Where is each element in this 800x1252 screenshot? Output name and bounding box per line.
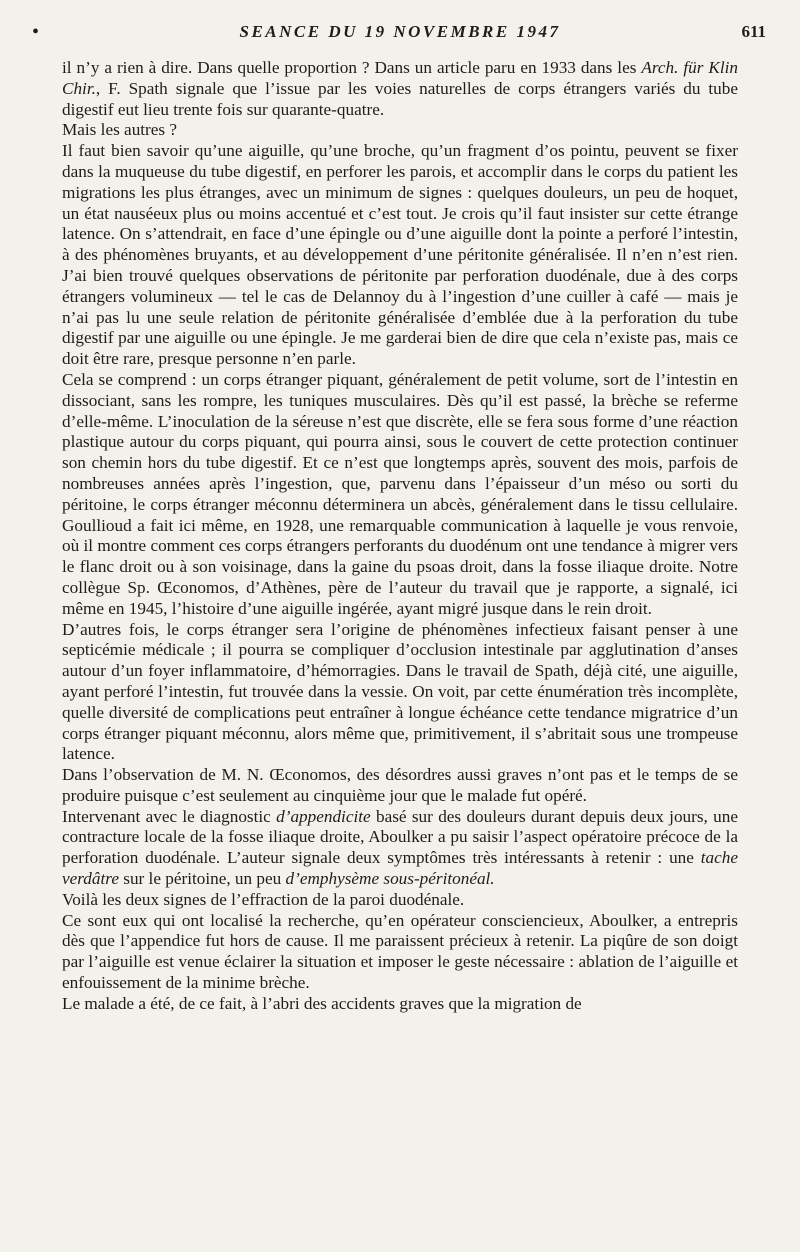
paragraph-10: Le malade a été, de ce fait, à l’abri des accidents graves que la migration de bbox=[62, 993, 582, 1013]
paragraph-8: Voilà les deux signes de l’effraction de la paroi duodénale. bbox=[62, 889, 465, 909]
paragraph-1 bbox=[62, 58, 738, 120]
paragraph-6: Dans l’observation de M. N. Œconomos, des désordres aussi graves n’ont pas et le temps de se produire puisque c’est seulement au cinquième jour que le malade fut opéré. bbox=[62, 765, 738, 805]
paragraph-2: Mais les autres ? bbox=[62, 120, 178, 140]
paragraph-7-text-a: Intervenant avec le diagnostic bbox=[62, 806, 277, 826]
paragraph-3: Il faut bien savoir qu’une aiguille, qu’une broche, qu’un fragment d’os pointu, peuvent se fixer dans la muqueuse du tube digestif, en perforer les parois, et accomplir dans le corps du patient les migrations les plus étranges, avec un minimum de signes : quelques douleurs, un peu de hoquet, un état nauséeux plus ou moins accentué et c’est tout. Je crois qu’il faut insister sur cette étrange latence. On s’attendrait, en face d’une épingle ou d’une aiguille dont la pointe a perforé l’intestin, à des phénomènes bruyants, et au développement d’une péritonite généralisée. Il n’en n’est rien. J’ai bien trouvé quelques observations de péritonite par perforation duodénale, due à des corps étrangers volumineux — tel le cas de Delannoy du à l’ingestion d’une cuiller à café — mais je n’ai pas lu une seule relation de péritonite généralisée d’emblée due à la perforation du tube digestif par une aiguille ou une épingle. Je me garderai bien de dire que cela n’existe pas, mais ce doit être rare, presque personne n’en parle. bbox=[62, 141, 738, 369]
symptom-term-1: tache verdâtre bbox=[62, 848, 738, 889]
body-text bbox=[62, 58, 738, 1015]
page-header bbox=[0, 20, 800, 48]
running-title: SEANCE DU 19 NOVEMBRE 1947 bbox=[239, 22, 561, 41]
paragraph-9: Ce sont eux qui ont localisé la recherche, qu’en opérateur consciencieux, Aboulker, a entrepris dès que l’appendice fut hors de cause. Il me paraissent précieux à retenir. La piqûre de son doigt par l’aiguille est venue éclairer la situation et imposer le geste nécessaire : ablation de l’aiguille et enfouissement de la minime brèche. bbox=[62, 910, 738, 993]
paragraph-7-text-b: basé sur des douleurs durant depuis deux jours, une contracture locale de la fosse iliaque droite, Aboulker a pu saisir l’aspect opératoire précoce de la perforation duodénale. L’auteur signale deux symptômes très intéressants à retenir : une bbox=[62, 806, 738, 868]
paragraph-7-text-c: sur le péritoine, un peu bbox=[118, 869, 286, 889]
paragraph-7 bbox=[62, 807, 738, 890]
paragraph-5: D’autres fois, le corps étranger sera l’origine de phénomènes infectieux faisant penser à une septicémie médicale ; il pourra se compliquer d’occlusion intestinale par agglutination d’anses autour d’un foyer inflammatoire, d’hémorragies. Dans le travail de Spath, déjà cité, une aiguille, ayant perforé l’intestin, fut trouvée dans la vessie. On voit, par cette énumération très incomplète, quelle diversité de complications peut entraîner à longue échéance cette tendance migratrice d’un corps étranger piquant méconnu, alors même que, primitivement, il s’abritait sous une trompeuse latence. bbox=[62, 619, 738, 764]
symptom-term-2: d’emphysème sous-péritonéal. bbox=[285, 869, 495, 889]
diagnosis-term: d’appendicite bbox=[276, 806, 371, 826]
margin-dot: • bbox=[32, 21, 40, 43]
journal-title: Arch. für Klin Chir. bbox=[62, 58, 739, 98]
page-number: 611 bbox=[741, 22, 766, 41]
paragraph-1-text-a: il n’y a rien à dire. Dans quelle proportion ? Dans un article paru en 1933 dans les bbox=[62, 58, 642, 77]
paragraph-1-text-b: , F. Spath signale que l’issue par les voies naturelles de corps étrangers variés du tube digestif eut lieu trente fois sur quarante-quatre. bbox=[62, 78, 738, 119]
paragraph-4: Cela se comprend : un corps étranger piquant, généralement de petit volume, sort de l’intestin en dissociant, sans les rompre, les tuniques musculaires. Dès qu’il est passé, la brèche se referme d’elle-même. L’inoculation de la séreuse n’est que discrète, elle se fera sous forme d’une réaction plastique autour du corps piquant, qui pourra ainsi, sous le couvert de cette protection continuer son chemin hors du tube digestif. Et ce n’est que longtemps après, souvent des mois, parfois de nombreuses années après l’ingestion, que, parvenu dans l’épaisseur d’un méso ou sorti du péritoine, le corps étranger méconnu déterminera un abcès, généralement dans le tissu cellulaire. Goullioud a fait ici même, en 1928, une remarquable communication à laquelle je vous renvoie, où il montre comment ces corps étrangers perforants du duodénum ont une tendance à migrer vers le flanc droit ou à son voisinage, dans la gaine du psoas droit, dans la fosse iliaque droite. Notre collègue Sp. Œconomos, d’Athènes, père de l’auteur du travail que je rapporte, a signalé, ici même en 1945, l’histoire d’une aiguille ingérée, ayant migré jusque dans le rein droit. bbox=[62, 369, 738, 618]
